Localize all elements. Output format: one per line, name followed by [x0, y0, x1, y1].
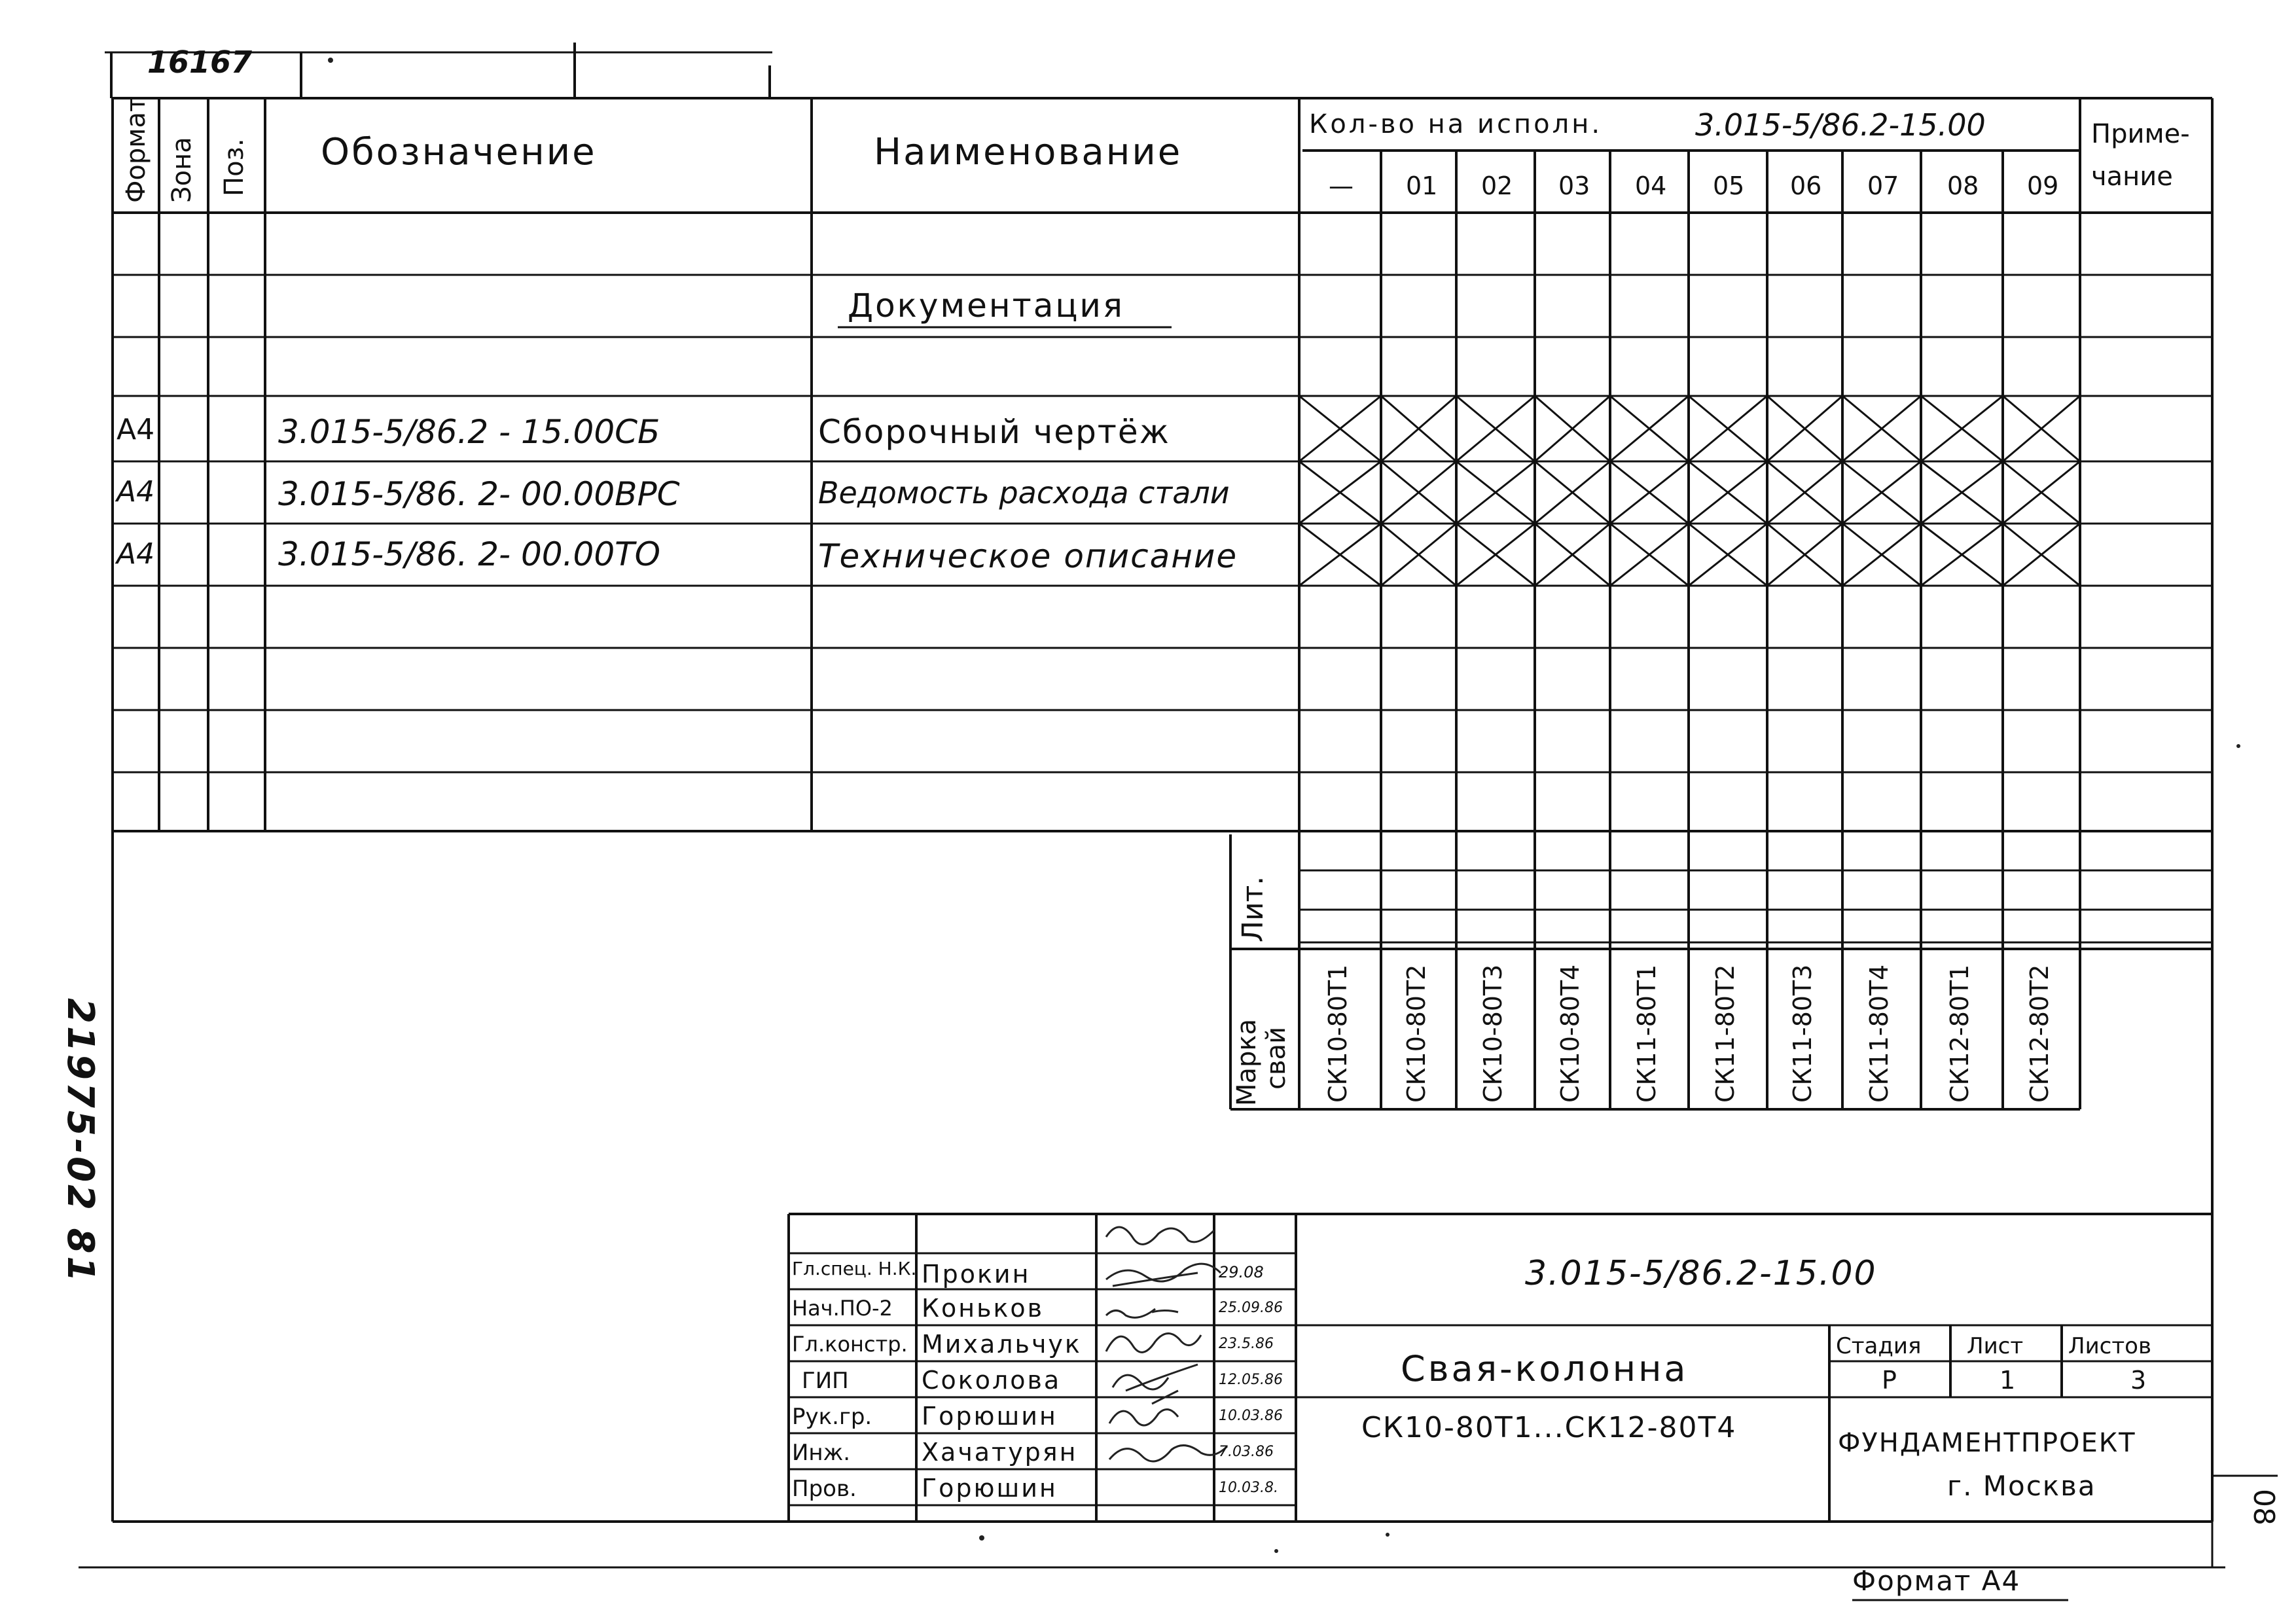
row-format: А4 — [117, 537, 155, 571]
stamp-title-line2: СК10-80Т1...СК12-80Т4 — [1361, 1411, 1737, 1444]
header-note-line2: чание — [2091, 162, 2173, 192]
page-number: 08 — [2247, 1489, 2280, 1525]
signature-date: 25.09.86 — [1219, 1300, 1283, 1316]
signature-date: 12.05.86 — [1219, 1372, 1283, 1388]
stamp-stage-label: Стадия — [1836, 1333, 1922, 1359]
pile-mark: СК10-80Т1 — [1323, 964, 1352, 1103]
header-position: Поз. — [219, 138, 249, 196]
signature-name: Прокин — [922, 1260, 1031, 1289]
header-note-line1: Приме- — [2091, 119, 2190, 149]
signature-scribbles — [1106, 1227, 1227, 1461]
variant-header: — — [1329, 171, 1354, 200]
header-designation: Обозначение — [321, 131, 597, 173]
variant-header: 04 — [1635, 171, 1667, 200]
stamp-sheet-label: Лист — [1967, 1333, 2024, 1359]
row-designation: 3.015-5/86. 2- 00.00ТО — [278, 535, 661, 573]
lit-label: Лит. — [1236, 876, 1270, 942]
header-zone: Зона — [167, 137, 197, 203]
signature-role: ГИП — [802, 1368, 849, 1394]
pile-mark: СК10-80Т4 — [1556, 964, 1585, 1103]
variant-header: 02 — [1481, 171, 1513, 200]
signature-date: 10.03.8. — [1219, 1480, 1278, 1496]
row-name: Ведомость расхода стали — [818, 475, 1230, 510]
signature-name: Соколова — [922, 1366, 1062, 1395]
pile-label-line1: Марка — [1232, 1018, 1262, 1106]
stamp-title-line1: Свая-колонна — [1401, 1348, 1689, 1389]
variant-header: 08 — [1947, 171, 1979, 200]
pile-mark: СК10-80Т2 — [1402, 964, 1431, 1103]
signature-name: Горюшин — [922, 1402, 1058, 1431]
signature-date: 29.08 — [1219, 1263, 1264, 1281]
variant-header: 06 — [1790, 171, 1822, 200]
stamp-sheets-label: Листов — [2068, 1333, 2152, 1359]
pile-label-line2: свай — [1261, 1026, 1291, 1090]
variant-header: 05 — [1713, 171, 1745, 200]
header-qty-code: 3.015-5/86.2-15.00 — [1695, 107, 1986, 143]
row-name: Сборочный чертёж — [818, 413, 1170, 451]
stamp-city: г. Москва — [1947, 1470, 2096, 1502]
scan-specks — [328, 58, 2240, 1553]
stamp-sheets: 3 — [2130, 1366, 2147, 1395]
signature-name: Горюшин — [922, 1474, 1058, 1503]
header-name: Наименование — [874, 131, 1183, 173]
header-format: Формат — [121, 96, 151, 203]
row-designation: 3.015-5/86.2 - 15.00СБ — [278, 413, 660, 451]
archive-number: 16167 — [147, 45, 253, 80]
signature-role: Нач.ПО-2 — [792, 1296, 893, 1321]
variant-header: 09 — [2027, 171, 2059, 200]
signature-name: Хачатурян — [922, 1438, 1078, 1467]
signature-name: Коньков — [922, 1294, 1045, 1323]
pile-mark: СК12-80Т1 — [1945, 964, 1974, 1103]
row-name: Техническое описание — [818, 537, 1238, 575]
signature-date: 7.03.86 — [1219, 1444, 1274, 1460]
stamp-doc-code: 3.015-5/86.2-15.00 — [1525, 1254, 1877, 1293]
pile-mark: СК11-80Т2 — [1711, 964, 1740, 1103]
pile-mark: СК11-80Т3 — [1788, 964, 1817, 1103]
header-qty-prefix: Кол-во на исполн. — [1309, 109, 1603, 139]
variant-header: 01 — [1406, 171, 1438, 200]
pile-mark: СК11-80Т1 — [1632, 964, 1661, 1103]
signature-date: 23.5.86 — [1219, 1336, 1274, 1352]
row-format: А4 — [117, 475, 155, 508]
signature-date: 10.03.86 — [1219, 1408, 1283, 1424]
stamp-organization: ФУНДАМЕНТПРОЕКТ — [1838, 1428, 2136, 1458]
row-designation: 3.015-5/86. 2- 00.00ВРС — [278, 475, 680, 513]
signature-role: Пров. — [792, 1476, 857, 1502]
signature-name: Михальчук — [922, 1330, 1082, 1359]
stamp-stage: Р — [1882, 1366, 1897, 1395]
signature-role: Гл.спец. Н.К. — [792, 1258, 917, 1279]
row-format: А4 — [117, 413, 155, 446]
pile-mark: СК12-80Т2 — [2025, 964, 2054, 1103]
format-note: Формат А4 — [1852, 1565, 2021, 1597]
stamp-sheet: 1 — [2000, 1366, 2016, 1395]
signature-role: Рук.гр. — [792, 1404, 872, 1430]
pile-mark: СК10-80Т3 — [1479, 964, 1507, 1103]
section-title: Документация — [848, 287, 1124, 325]
side-registration-number: 21975-02 81 — [59, 998, 101, 1285]
variant-header: 07 — [1867, 171, 1899, 200]
signature-role: Инж. — [792, 1440, 851, 1466]
signature-role: Гл.констр. — [792, 1332, 908, 1357]
pile-mark: СК11-80Т4 — [1865, 964, 1893, 1103]
variant-header: 03 — [1558, 171, 1590, 200]
